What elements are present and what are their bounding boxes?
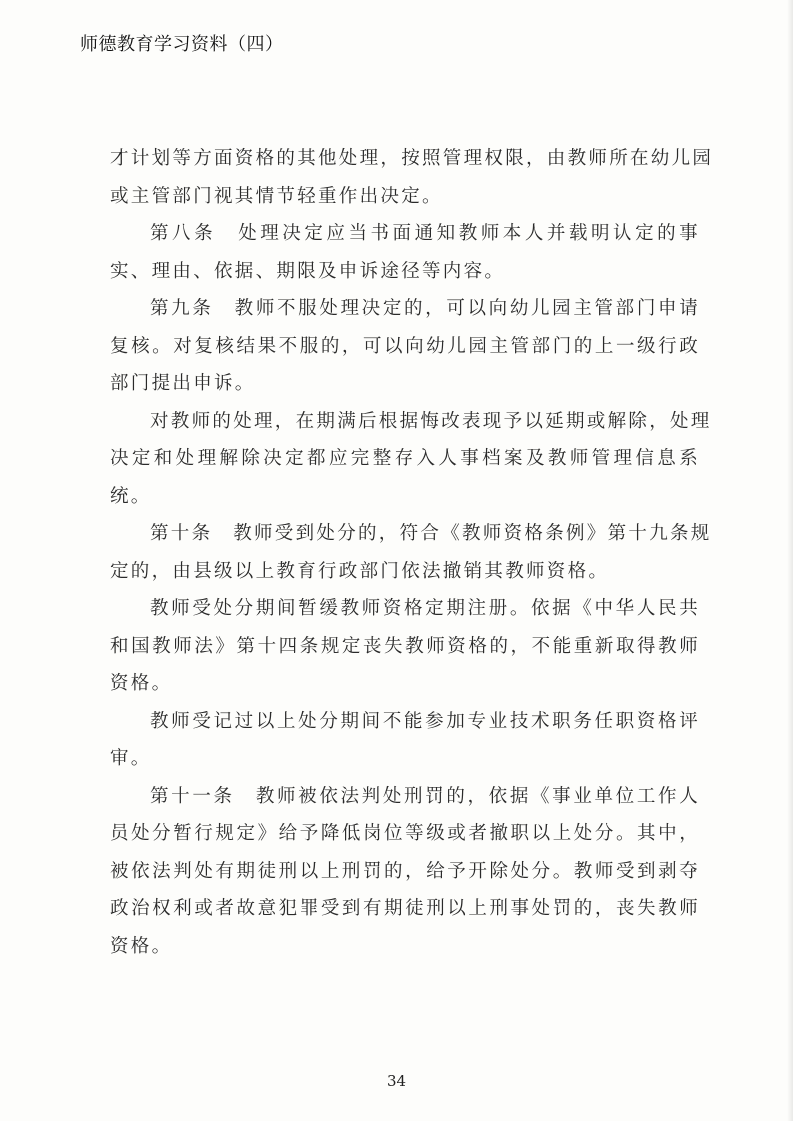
text-line: 或主管部门视其情节轻重作出决定。 <box>110 185 443 207</box>
text-line: 决定和处理解除决定都应完整存入人事档案及教师管理信息系 <box>110 448 700 469</box>
body-text <box>110 140 714 965</box>
text-line: 才计划等方面资格的其他处理，按照管理权限，由教师所在幼儿园 <box>110 148 714 169</box>
text-line: 政治权利或者故意犯罪受到有期徒刑以上刑事处罚的，丧失教师 <box>110 898 700 919</box>
text-line: 复核。对复核结果不服的，可以向幼儿园主管部门的上一级行政 <box>110 335 700 357</box>
page-edge-shadow <box>787 0 793 1121</box>
text-line: 员处分暂行规定》给予降低岗位等级或者撤职以上处分。其中， <box>110 823 700 844</box>
article-10-line: 第十条 教师受到处分的，符合《教师资格条例》第十九条规 <box>150 523 712 544</box>
text-line: 资格。 <box>110 673 173 694</box>
page-header-title: 师德教育学习资料（四） <box>80 34 284 55</box>
text-line: 被依法判处有期徒刑以上刑罚的，给予开除处分。教师受到剥夺 <box>110 860 700 882</box>
article-9-line: 第九条 教师不服处理决定的，可以向幼儿园主管部门申请 <box>150 298 700 319</box>
page-number: 34 <box>386 1072 407 1090</box>
text-line: 部门提出申诉。 <box>110 373 256 394</box>
text-line: 和国教师法》第十四条规定丧失教师资格的，不能重新取得教师 <box>110 635 700 657</box>
article-11-line: 第十一条 教师被依法判处刑罚的，依据《事业单位工作人 <box>150 785 700 807</box>
text-line: 教师受记过以上处分期间不能参加专业技术职务任职资格评 <box>150 710 700 732</box>
text-line: 资格。 <box>110 935 173 957</box>
text-line: 审。 <box>110 748 152 769</box>
text-line: 实、理由、依据、期限及申诉途径等内容。 <box>110 260 506 282</box>
article-8-line: 第八条 处理决定应当书面通知教师本人并载明认定的事 <box>150 223 700 244</box>
text-line: 统。 <box>110 485 152 507</box>
text-line: 定的，由县级以上教育行政部门依法撤销其教师资格。 <box>110 560 610 582</box>
text-line: 对教师的处理，在期满后根据悔改表现予以延期或解除，处理 <box>150 410 712 432</box>
text-line: 教师受处分期间暂缓教师资格定期注册。依据《中华人民共 <box>150 598 700 619</box>
